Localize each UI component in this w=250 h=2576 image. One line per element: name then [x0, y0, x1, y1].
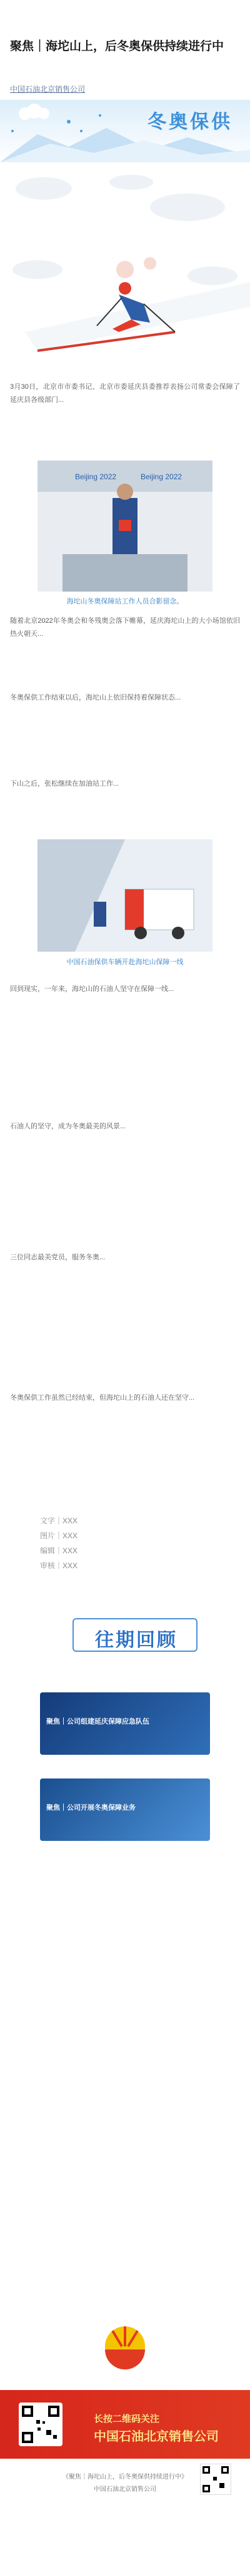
paragraph-6: 石油人的坚守，成为冬奥最美的风景... [10, 1123, 126, 1130]
petrochina-logo-area [0, 2312, 250, 2381]
qr-code-icon[interactable] [19, 2403, 62, 2446]
banner-title: 冬奥保供 [148, 111, 232, 133]
qr-banner-line2: 中国石油北京销售公司 [94, 2430, 219, 2444]
team-photo-caption: 海坨山冬奥保障站工作人员合影留念。 [66, 598, 184, 605]
credit-line: 文字｜XXX [40, 1516, 78, 1525]
hero-illustration [0, 163, 250, 379]
paragraph-3: 冬奥保供工作结束以后，海坨山上依旧保持着保障状态... [10, 694, 181, 701]
credits-block [40, 1513, 78, 1573]
bottom-caption-line1: 《聚焦｜海坨山上，后冬奥保供持续进行中》 [62, 2474, 188, 2481]
past-article-title: 聚焦｜公司开展冬奥保障业务 [46, 1804, 136, 1812]
paragraph-2: 随着北京2022年冬奥会和冬残奥会落下帷幕，延庆海坨山上的大小场馆依旧热火朝天... [10, 617, 240, 638]
paragraph-5: 回到现实，一年来，海坨山的石油人坚守在保障一线... [10, 985, 174, 993]
past-reviews-frame [72, 1618, 198, 1652]
past-reviews-label: 往期回顾 [95, 1630, 178, 1651]
follow-qr-banner [0, 2390, 250, 2459]
paragraph-8: 冬奥保供工作虽然已经结束，但海坨山上的石油人还在坚守... [10, 1394, 195, 1402]
winter-olympics-banner [0, 100, 250, 162]
svg-text:Beijing 2022: Beijing 2022 [141, 472, 182, 481]
credit-line: 审核｜XXX [40, 1561, 78, 1570]
past-article-title: 聚焦｜公司组建延庆保障应急队伍 [46, 1718, 149, 1725]
supply-vehicle-photo [38, 839, 212, 952]
supply-vehicle-icon [38, 839, 212, 952]
past-reviews-header [10, 1613, 240, 1658]
qr-code-pattern-icon [19, 2403, 62, 2446]
svg-text:Beijing 2022: Beijing 2022 [75, 472, 117, 481]
team-photo-icon [38, 461, 212, 592]
credit-line: 编辑｜XXX [40, 1546, 78, 1555]
paragraph-7: 三位同志最美党员，服务冬奥... [10, 1254, 106, 1261]
bottom-qr-pattern-icon [201, 2464, 231, 2494]
article-title: 聚焦｜海坨山上，后冬奥保供持续进行中 [10, 40, 224, 53]
bottom-caption-line2: 中国石油北京销售公司 [94, 2486, 156, 2493]
past-article-card[interactable] [40, 1692, 210, 1755]
intro-paragraph: 3月30日，北京市市委书记、北京市委延庆县委推荐表扬公司常委会保障了延庆县各级部门... [10, 383, 240, 404]
credit-line: 图片｜XXX [40, 1531, 78, 1540]
team-photo [38, 461, 212, 592]
paragraph-4: 下山之后，张松继续在加油站工作... [10, 780, 119, 788]
supply-vehicle-caption: 中国石油保供车辆开赴海坨山保障一线 [66, 959, 184, 966]
bottom-qr-code-icon[interactable] [200, 2464, 231, 2495]
skier-illustration-icon [0, 163, 250, 379]
past-article-card[interactable] [40, 1778, 210, 1841]
petrochina-logo-icon [0, 2312, 250, 2381]
qr-banner-line1: 长按二维码关注 [94, 2414, 160, 2424]
author-link[interactable]: 中国石油北京销售公司 [10, 85, 86, 94]
